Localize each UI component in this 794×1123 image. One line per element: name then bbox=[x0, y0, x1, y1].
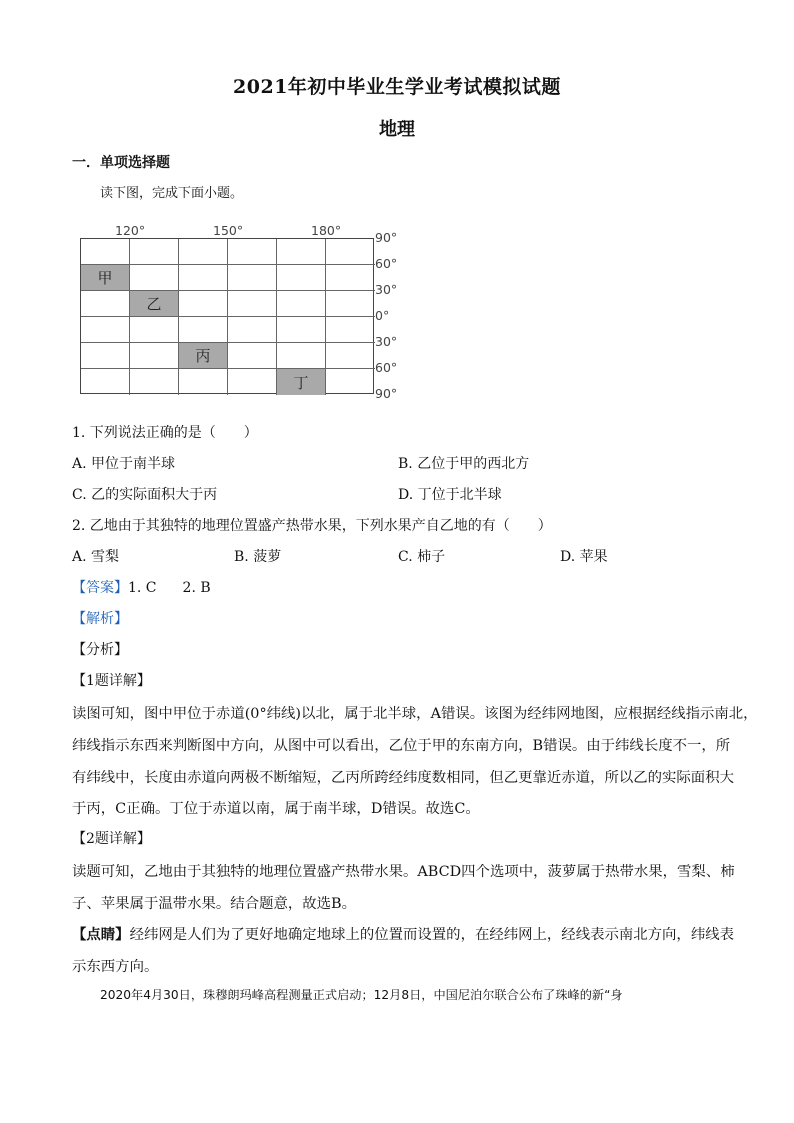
q2-option-b: B. 菠萝 bbox=[234, 549, 282, 565]
lat-label-90s: 90° bbox=[375, 386, 398, 401]
cell-bing: 丙 bbox=[179, 343, 228, 369]
grid-cell bbox=[277, 265, 326, 291]
next-passage-line: 2020年4月30日，珠穆朗玛峰高程测量正式启动；12月8日，中国尼泊尔联合公布了珠峰的新“身 bbox=[100, 988, 623, 1002]
grid-cell bbox=[130, 239, 179, 265]
detail1-line-4: 于丙，C正确。丁位于赤道以南，属于南半球，D错误。故选C。 bbox=[72, 801, 480, 817]
detail2-line-2: 子、苹果属于温带水果。结合题意，故选B。 bbox=[72, 896, 356, 912]
detail1-line-2: 纬线指示东西来判断图中方向，从图中可以看出，乙位于甲的东南方向，B错误。由于纬线长度不一，所 bbox=[72, 738, 731, 754]
detail1-line-3: 有纬线中，长度由赤道向两极不断缩短，乙丙所跨经纬度数相同，但乙更靠近赤道，所以乙的实际面积大 bbox=[72, 770, 734, 786]
tip-line-2: 示东西方向。 bbox=[72, 959, 159, 975]
answer-label: 【答案】 bbox=[72, 580, 128, 596]
grid-cell bbox=[326, 369, 375, 395]
grid-cell bbox=[228, 239, 277, 265]
grid-cell bbox=[130, 369, 179, 395]
q1-option-d: D. 丁位于北半球 bbox=[398, 487, 502, 503]
q1-stem: 1. 下列说法正确的是（ ） bbox=[72, 425, 258, 441]
cell-jia: 甲 bbox=[81, 265, 130, 291]
detail1-line-1: 读图可知，图中甲位于赤道(0°纬线)以北，属于北半球，A错误。该图为经纬网地图，应根据经线指示南北， bbox=[72, 706, 758, 722]
grid-cell bbox=[277, 291, 326, 317]
q1-option-a: A. 甲位于南半球 bbox=[72, 456, 176, 472]
lon-label-150: 150° bbox=[213, 223, 244, 238]
lat-label-30n: 30° bbox=[375, 282, 398, 297]
section-heading: 一．单项选择题 bbox=[72, 155, 170, 171]
grid-cell bbox=[228, 265, 277, 291]
grid-cell bbox=[179, 291, 228, 317]
grid-cell bbox=[277, 239, 326, 265]
detail2-line-1: 读题可知，乙地由于其独特的地理位置盛产热带水果。ABCD四个选项中，菠萝属于热带水果，雪梨、柿 bbox=[72, 864, 735, 880]
detail2-label: 【2题详解】 bbox=[72, 831, 151, 847]
lat-label-90n: 90° bbox=[375, 230, 398, 245]
exam-title: 2021年初中毕业生学业考试模拟试题 bbox=[233, 76, 561, 98]
grid-cell bbox=[179, 369, 228, 395]
grid-cell bbox=[179, 317, 228, 343]
tip-label: 【点睛】 bbox=[72, 926, 130, 943]
cell-ding: 丁 bbox=[277, 369, 326, 395]
grid-cell bbox=[179, 239, 228, 265]
grid-cell bbox=[228, 317, 277, 343]
answer-1: 1. C bbox=[128, 580, 157, 596]
grid-cell bbox=[81, 369, 130, 395]
grid-cell bbox=[326, 343, 375, 369]
q2-option-d: D. 苹果 bbox=[560, 549, 608, 565]
grid-cell bbox=[326, 239, 375, 265]
tip-line-1 bbox=[72, 923, 734, 944]
grid-cell bbox=[228, 343, 277, 369]
grid-cell bbox=[81, 317, 130, 343]
grid-cell bbox=[130, 343, 179, 369]
grid-cell bbox=[277, 317, 326, 343]
answer-2: 2. B bbox=[182, 580, 211, 596]
analysis-label: 【解析】 bbox=[72, 611, 128, 627]
fenxi-label: 【分析】 bbox=[72, 642, 128, 658]
grid-cell bbox=[228, 369, 277, 395]
grid-cell bbox=[81, 343, 130, 369]
grid-cell bbox=[130, 317, 179, 343]
grid-cell bbox=[179, 265, 228, 291]
q2-option-a: A. 雪梨 bbox=[72, 549, 120, 565]
cell-yi: 乙 bbox=[130, 291, 179, 317]
grid-cell bbox=[326, 317, 375, 343]
graticule-grid bbox=[80, 238, 374, 394]
subject-title: 地理 bbox=[379, 119, 415, 140]
grid-cell bbox=[277, 343, 326, 369]
lat-label-0: 0° bbox=[375, 308, 390, 323]
grid-cell bbox=[130, 265, 179, 291]
grid-cell bbox=[81, 239, 130, 265]
answer-row bbox=[72, 577, 211, 597]
grid-cell bbox=[228, 291, 277, 317]
lat-label-60n: 60° bbox=[375, 256, 398, 271]
intro-text: 读下图，完成下面小题。 bbox=[100, 186, 244, 201]
detail1-label: 【1题详解】 bbox=[72, 673, 151, 689]
lat-label-30s: 30° bbox=[375, 334, 398, 349]
tip-text-1: 经纬网是人们为了更好地确定地球上的位置而设置的，在经纬网上，经线表示南北方向，纬线表 bbox=[129, 927, 734, 943]
grid-cell bbox=[81, 291, 130, 317]
lon-label-180: 180° bbox=[311, 223, 342, 238]
q1-option-c: C. 乙的实际面积大于丙 bbox=[72, 487, 218, 503]
lon-label-120: 120° bbox=[115, 223, 146, 238]
grid-cell bbox=[326, 265, 375, 291]
grid-cell bbox=[326, 291, 375, 317]
lat-label-60s: 60° bbox=[375, 360, 398, 375]
q2-stem: 2. 乙地由于其独特的地理位置盛产热带水果，下列水果产自乙地的有（ ） bbox=[72, 518, 552, 534]
q1-option-b: B. 乙位于甲的西北方 bbox=[398, 456, 530, 472]
q2-option-c: C. 柿子 bbox=[398, 549, 446, 565]
